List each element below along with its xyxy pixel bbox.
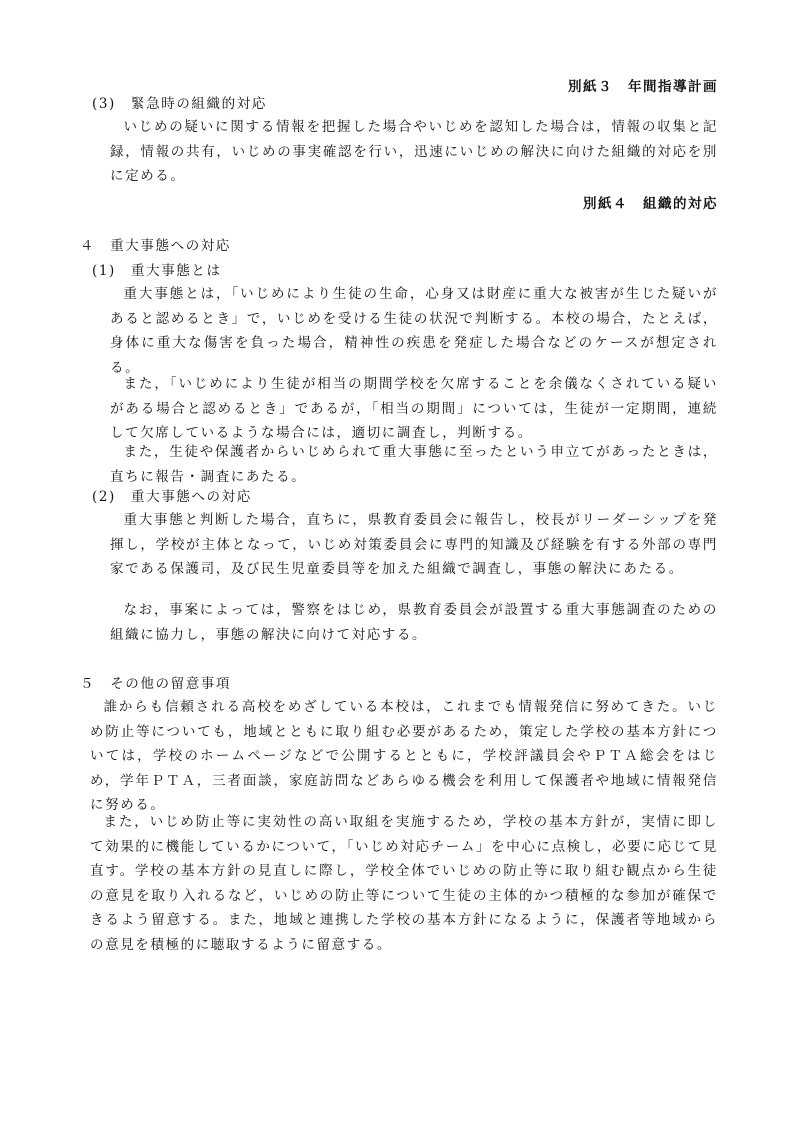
- section-3-heading: (3) 緊急時の組織的対応: [92, 96, 267, 112]
- section-4-1-paragraph-2: また，「いじめにより生徒が相当の期間学校を欠席することを余儀なくされている疑いがある場合と認めるとき」であるが，「相当の期間」については，生徒が一定期間，連続して欠席しているような場合には，適切に調査し，判断する。: [110, 376, 718, 442]
- section-5-heading: ５ その他の留意事項: [80, 676, 231, 692]
- section-4-heading: ４ 重大事態への対応: [80, 238, 231, 254]
- attachment-4-reference: 別紙４ 組織的対応: [583, 196, 718, 212]
- section-4-2-heading: (2) 重大事態への対応: [92, 489, 252, 505]
- section-4-2-paragraph-2: なお，事案によっては，警察をはじめ，県教育委員会が設置する重大事態調査のための組織に協力し，事態の解決に向けて対応する。: [110, 602, 718, 643]
- section-4-1-heading: (1) 重大事態とは: [92, 263, 222, 279]
- section-5-paragraph-1: 誰からも信頼される高校をめざしている本校は，これまでも情報発信に努めてきた。いじめ防止等についても，地域とともに取り組む必要があるため，策定した学校の基本方針については，学校のホームページなどで公開するとともに，学校評議員会やＰＴＡ総会をはじめ，学年ＰＴＡ，三者面談，家庭訪問などあらゆる機会を利用して保護者や地域に情報発信に努める。: [90, 699, 718, 814]
- attachment-3-reference: 別紙３ 年間指導計画: [568, 79, 718, 95]
- section-4-1-paragraph-3: また，生徒や保護者からいじめられて重大事態に至ったという申立てがあったときは，直ちに報告・調査にあたる。: [110, 444, 718, 485]
- section-4-2-paragraph-1: 重大事態と判断した場合，直ちに，県教育委員会に報告し，校長がリーダーシップを発揮し，学校が主体となって，いじめ対策委員会に専門的知識及び経験を有する外部の専門家である保護司，及び民生児童委員等を加えた組織で調査し，事態の解決にあたる。: [110, 512, 718, 578]
- section-5-paragraph-2: また，いじめ防止等に実効性の高い取組を実施するため，学校の基本方針が，実情に即して効果的に機能しているかについて，「いじめ対応チーム」を中心に点検し，必要に応じて見直す。学校の基本方針の見直しに際し，学校全体でいじめの防止等に取り組む観点から生徒の意見を取り入れるなど，いじめの防止等について生徒の主体的かつ積極的な参加が確保できるよう留意する。また，地域と連携した学校の基本方針になるように，保護者等地域からの意見を積極的に聴取するように留意する。: [90, 814, 718, 953]
- section-3-body: いじめの疑いに関する情報を把握した場合やいじめを認知した場合は，情報の収集と記録，情報の共有，いじめの事実確認を行い，迅速にいじめの解決に向けた組織的対応を別に定める。: [110, 119, 718, 185]
- section-4-1-paragraph-1: 重大事態とは，「いじめにより生徒の生命，心身又は財産に重大な被害が生じた疑いがあると認めるとき」で，いじめを受ける生徒の状況で判断する。本校の場合，たとえば，身体に重大な傷害を負った場合，精神性の疾患を発症した場合などのケースが想定される。: [110, 286, 718, 376]
